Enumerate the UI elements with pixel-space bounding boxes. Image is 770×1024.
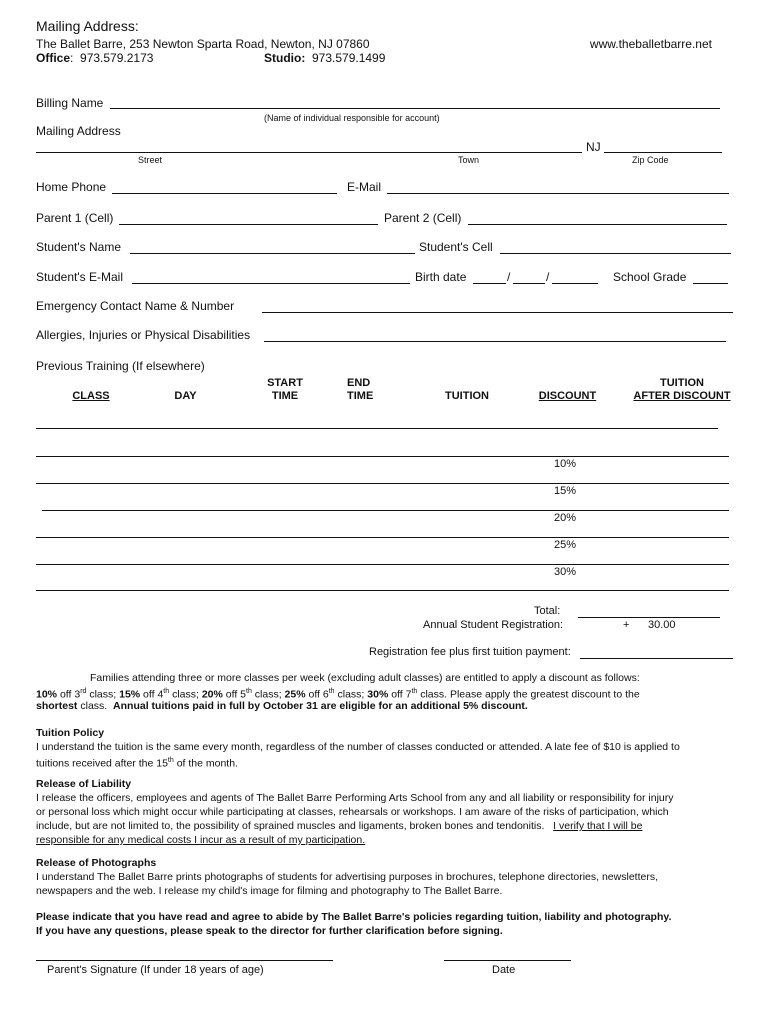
street-caption: Street [138,155,163,165]
mailing-address-title: Mailing Address: [36,18,139,34]
zip-field[interactable] [604,152,722,153]
parent1-field[interactable] [119,224,378,225]
office-phone-line: Office: 973.579.2173 [36,51,154,65]
photographs-text: I understand The Ballet Barre prints photographs of students for advertising purposes in brochures, telephone directories, newsletters, newspapers and the web. I release my child's image for filming and photography to The Ballet Barre. [36,871,658,897]
parent2-field[interactable] [468,224,727,225]
office-label: Office [36,51,71,65]
tuition-header: TUITION [445,390,489,402]
total-label: Total: [534,605,561,617]
discount-schedule: 10% off 3rd class; 15% off 4th class; 20% off 5th class; 25% off 6th class; 30% off 7th class. Please apply the greatest discount to the [36,688,640,701]
discount-annual-note: shortest class. Annual tuitions paid in full by October 31 are eligible for an additional 5% discount. [36,700,528,712]
discount-intro: Families attending three or more classes per week (excluding adult classes) are entitled to apply a discount as follows: [90,672,640,684]
photographs-title: Release of Photographs [36,857,157,869]
start-time-header: START TIME [267,377,303,402]
mailing-address-label: Mailing Address [36,124,121,138]
student-email-field[interactable] [132,283,410,284]
office-phone: 973.579.2173 [80,51,154,65]
table-row[interactable] [36,590,729,591]
studio-phone: 973.579.1499 [312,51,386,65]
student-cell-label: Student's Cell [419,240,493,254]
liability-title: Release of Liability [36,778,132,790]
end-time-header: END TIME [347,377,374,402]
emergency-label: Emergency Contact Name & Number [36,299,235,313]
registration-fee-field[interactable] [580,658,733,659]
emergency-field[interactable] [262,312,733,313]
parent-signature-label: Parent's Signature (If under 18 years of age) [47,964,264,976]
home-phone-field[interactable] [112,193,337,194]
liability-text: I release the officers, employees and agents of The Ballet Barre Performing Arts School from any and all liability or responsibility for injury or personal loss which might occur while participating at classes, rehearsals or workshops. I am aware of the risks of participation, which include, but are not limited to, the possibility of sprained muscles and ligaments, broken bones and tendonitis. I verify that I will be responsible for any medical costs I incur as a result of my participation. [36,792,674,846]
table-row[interactable] [36,564,729,565]
studio-address: The Ballet Barre, 253 Newton Sparta Road, Newton, NJ 07860 [36,37,370,51]
school-grade-label: School Grade [613,270,687,284]
parent2-label: Parent 2 (Cell) [384,211,462,225]
discount-25: 25% [554,539,577,551]
website-link[interactable]: www.theballetbarre.net [589,37,712,51]
table-row[interactable] [36,483,729,484]
allergies-field[interactable] [264,341,726,342]
student-name-label: Student's Name [36,240,122,254]
previous-training-label: Previous Training (If elsewhere) [36,359,205,373]
zip-caption: Zip Code [632,155,669,165]
discount-20: 20% [554,512,577,524]
parent1-label: Parent 1 (Cell) [36,211,114,225]
birth-month-field[interactable] [473,283,506,284]
state-label: NJ [586,140,601,154]
class-header: CLASS [72,390,110,402]
discount-header: DISCOUNT [538,390,597,402]
street-town-field[interactable] [36,152,582,153]
discount-30: 30% [554,566,577,578]
billing-name-field[interactable] [110,108,720,109]
date-field[interactable] [444,960,571,961]
studio-label: Studio: [264,51,306,65]
birth-day-field[interactable] [513,283,545,284]
day-header: DAY [174,390,197,402]
town-caption: Town [458,155,480,165]
home-phone-label: Home Phone [36,180,107,194]
registration-fee-label: Registration fee plus first tuition payment: [369,646,571,658]
discount-10: 10% [554,458,577,470]
table-row[interactable] [36,456,729,457]
date-separator: / [546,270,550,284]
parent-signature-field[interactable] [36,960,333,961]
date-separator: / [507,270,511,284]
student-email-label: Student's E-Mail [36,270,123,284]
tuition-policy-title: Tuition Policy [36,727,105,739]
email-field[interactable] [387,193,729,194]
annual-registration-label: Annual Student Registration: [423,619,564,631]
annual-amount: 30.00 [648,619,676,631]
annual-plus: + [623,619,630,631]
table-row[interactable] [36,537,729,538]
date-label: Date [492,964,516,976]
email-label: E-Mail [347,180,382,194]
discount-15: 15% [554,485,577,497]
studio-phone-line [264,51,385,65]
agreement-text: Please indicate that you have read and agree to abide by The Ballet Barre's policies regarding tuition, liability and photography. If you have any questions, please speak to the director for further clarification before signing. [36,911,672,937]
tuition-policy-text: I understand the tuition is the same every month, regardless of the number of classes conducted or attended. A late fee of $10 is applied to tuitions received after the 15th of the month. [36,741,680,770]
tuition-after-discount-header: TUITION AFTER DISCOUNT [633,377,731,402]
table-row[interactable] [36,428,718,429]
billing-name-hint: (Name of individual responsible for account) [264,113,440,123]
student-cell-field[interactable] [500,253,731,254]
allergies-label: Allergies, Injuries or Physical Disabilities [36,328,251,342]
birth-year-field[interactable] [552,283,598,284]
table-row[interactable] [42,510,729,511]
billing-name-label: Billing Name [36,96,104,110]
school-grade-field[interactable] [693,283,728,284]
birth-date-label: Birth date [415,270,467,284]
student-name-field[interactable] [130,253,415,254]
total-field[interactable] [578,617,720,618]
